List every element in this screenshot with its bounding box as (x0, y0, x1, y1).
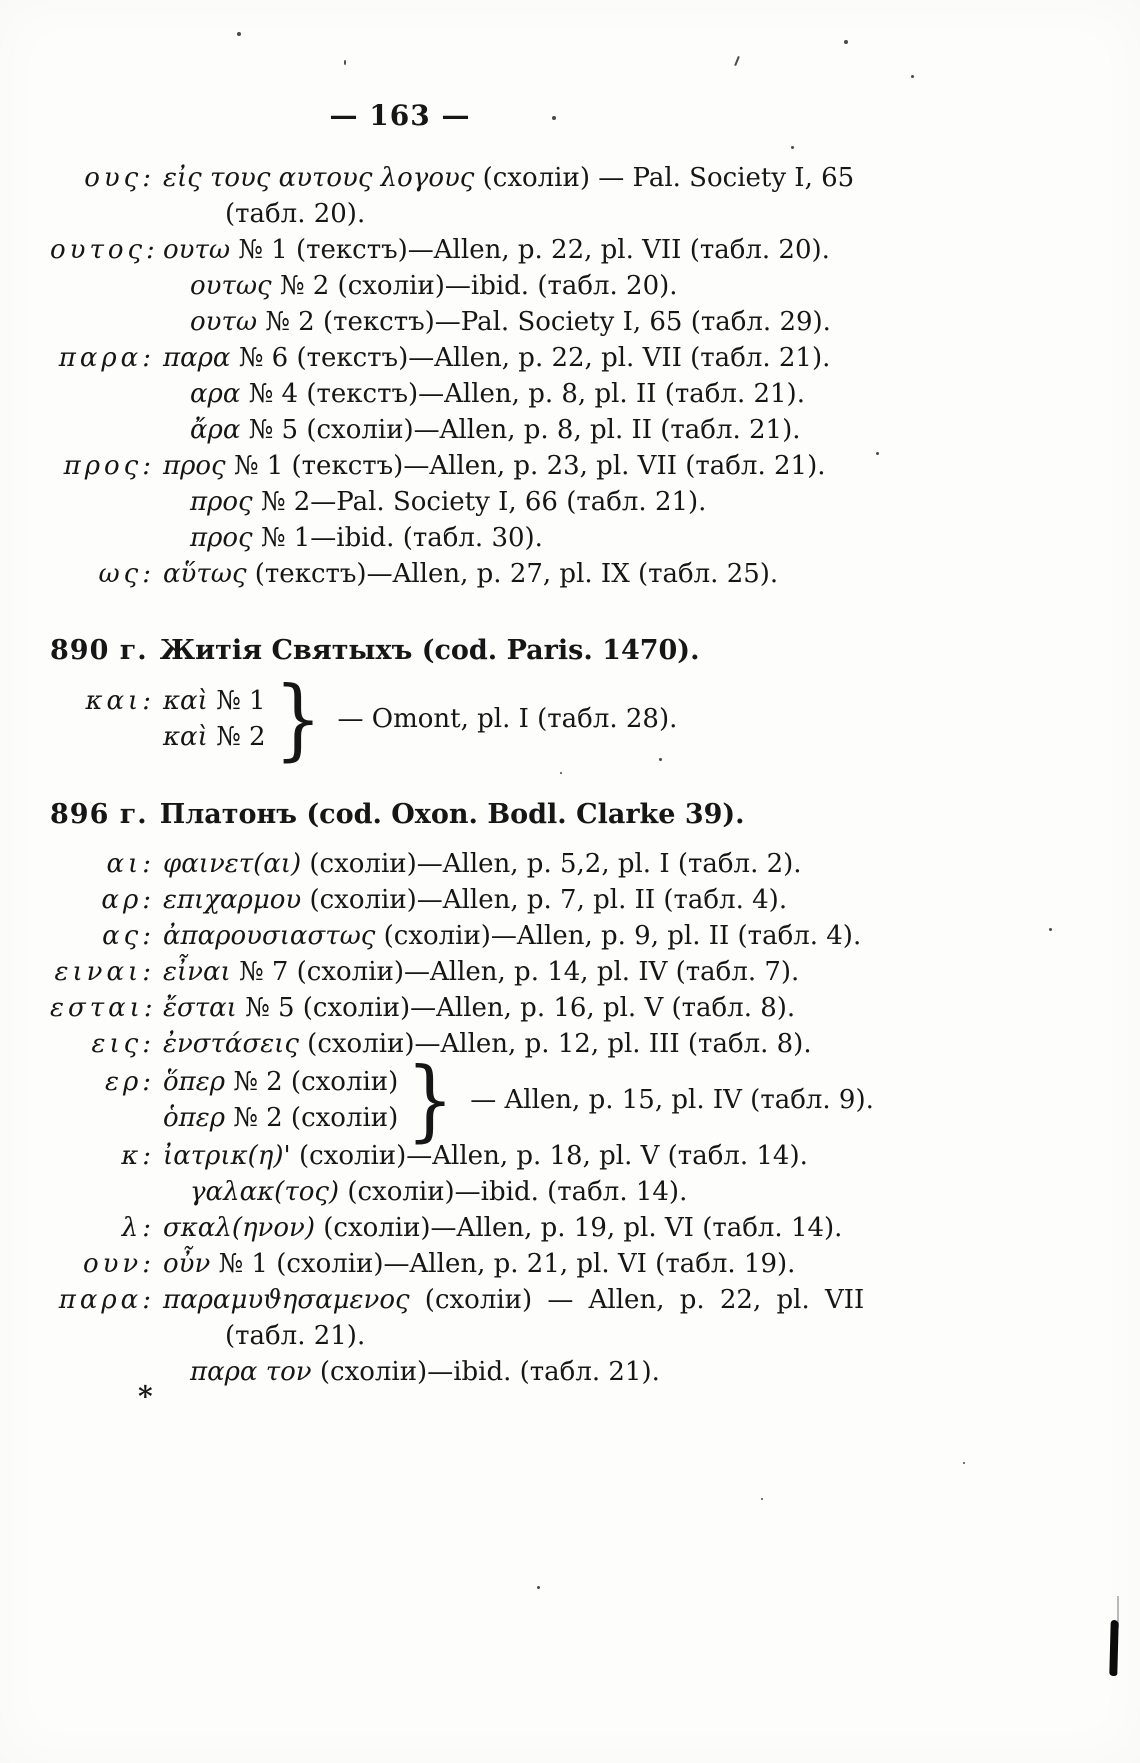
greek-term: εἶναι (163, 957, 231, 987)
entry-keyword: εσται: (50, 993, 157, 1023)
section-year: 896 г. (50, 799, 148, 830)
entry-row (50, 1100, 398, 1136)
entry-row (50, 196, 1140, 232)
reference-text: № 1 (207, 686, 266, 716)
scan-speck (344, 60, 346, 65)
scan-speck (876, 452, 879, 455)
entry-keyword: ας: (102, 921, 155, 951)
scan-speck (844, 40, 848, 44)
entry-row (50, 412, 1140, 448)
greek-term: ὁπερ (163, 1103, 225, 1133)
section-heading-896 (50, 797, 1140, 833)
greek-term: ουτως (190, 271, 272, 301)
section-title: Житія Святыхъ (cod. Paris. 1470). (159, 635, 700, 666)
scan-speck (659, 758, 662, 761)
ink-mark (1109, 1620, 1118, 1676)
reference-text: (схоліи)—ibid. (табл. 14). (339, 1177, 688, 1207)
greek-term: επιχαρμου (163, 885, 302, 915)
entry-keyword: προς: (63, 451, 155, 481)
reference-text: № 5 (схоліи)—Allen, p. 8, pl. II (табл. 21). (240, 415, 801, 445)
greek-term: ὅπερ (163, 1067, 225, 1097)
entry-row (50, 1210, 1140, 1246)
entry-row (50, 1282, 1140, 1318)
brace-group-oper (50, 1048, 1140, 1151)
greek-term: προς (190, 487, 253, 517)
entry-keyword: ερ: (105, 1067, 155, 1097)
entry-row (50, 1318, 1140, 1354)
reference-text: (схоліи) — Pal. Society I, 65 (474, 163, 855, 193)
entry-body (163, 340, 830, 376)
greek-term: ἀπαρουσιαστως (163, 921, 376, 951)
entry-row (50, 954, 1140, 990)
entry-row (50, 1026, 1140, 1062)
entry-keyword: ειναι: (54, 957, 155, 987)
entry-body (163, 196, 365, 232)
entry-row (50, 1246, 1140, 1282)
page-number: — 163 — (329, 99, 471, 132)
entry-row (50, 683, 266, 719)
entry-body (163, 484, 706, 520)
scan-speck (237, 32, 241, 36)
entry-keyword: και: (85, 686, 155, 716)
greek-term: ἄρα (190, 415, 241, 445)
entry-row (50, 304, 1140, 340)
entry-keyword: αι: (106, 849, 155, 879)
entry-keyword: ους: (84, 163, 155, 193)
scan-speck (963, 1462, 965, 1464)
entry-keyword: ουτος: (50, 235, 159, 265)
entry-keyword (50, 1318, 155, 1354)
scan-speck (560, 772, 562, 774)
entry-body (163, 719, 266, 755)
entry-row (50, 918, 1140, 954)
footnote-asterisk: * (138, 1380, 153, 1413)
entry-body (163, 160, 854, 196)
entry-body (163, 556, 778, 592)
entry-row (50, 1064, 398, 1100)
reference-text: № 4 (текстъ)—Allen, p. 8, pl. II (табл. 21). (240, 379, 805, 409)
greek-term: παρα τον (190, 1357, 312, 1387)
entry-row (50, 1138, 1140, 1174)
reference-text: № 1 (схоліи)—Allen, p. 21, pl. VI (табл. 19). (210, 1249, 796, 1279)
entry-body (163, 1318, 365, 1354)
brace-group-kai (50, 667, 1140, 770)
entry-keyword (50, 520, 155, 556)
entry-keyword (50, 719, 155, 755)
entry-body (163, 990, 795, 1026)
reference-text: (схоліи) — Allen, p. 22, pl. VII (409, 1285, 865, 1315)
section-heading-890 (50, 633, 1140, 669)
entry-body (163, 1100, 398, 1136)
scan-speck (537, 1586, 540, 1589)
greek-term: παραμυϑησαμενος (163, 1285, 410, 1315)
section-year: 890 г. (50, 635, 148, 666)
reference-text: № 2 (текстъ)—Pal. Society I, 65 (табл. 29). (257, 307, 831, 337)
greek-term: ουτω (190, 307, 258, 337)
entry-body (163, 448, 825, 484)
greek-term: καὶ (163, 722, 208, 752)
entry-keyword: κ: (121, 1141, 155, 1171)
reference-text: (схоліи)—Allen, p. 18, pl. V (табл. 14). (290, 1141, 808, 1171)
reference-text: № 2—Pal. Society I, 66 (табл. 21). (252, 487, 707, 517)
entry-keyword (50, 412, 155, 448)
reference-text: (схоліи)—Allen, p. 9, pl. II (табл. 4). (375, 921, 862, 951)
reference-text: № 2 (схоліи)—ibid. (табл. 20). (271, 271, 678, 301)
reference-text: № 1—ibid. (табл. 30). (252, 523, 543, 553)
reference-text: (схоліи)—Allen, p. 5,2, pl. I (табл. 2). (301, 849, 802, 879)
brace-group-result: — Allen, p. 15, pl. IV (табл. 9). (470, 1085, 874, 1115)
entry-keyword (50, 1100, 155, 1136)
entry-row (50, 376, 1140, 412)
scan-speck (552, 116, 556, 120)
entry-body (163, 1026, 812, 1062)
greek-term: καὶ (163, 686, 208, 716)
brace-group-lines (50, 1064, 398, 1136)
entry-keyword: λ: (121, 1213, 155, 1243)
entry-keyword (50, 1174, 155, 1210)
entry-row (50, 160, 1140, 196)
entry-row (50, 882, 1140, 918)
reference-text: № 1 (текстъ)—Allen, p. 23, pl. VII (табл. 21). (225, 451, 826, 481)
greek-term: προς (163, 451, 226, 481)
entry-body (163, 1282, 864, 1318)
reference-text: (схоліи)—Allen, p. 12, pl. III (табл. 8). (298, 1029, 812, 1059)
entry-keyword: ουν: (82, 1249, 155, 1279)
entry-body (163, 1064, 398, 1100)
scan-speck (1049, 928, 1052, 931)
reference-text: № 2 (207, 722, 266, 752)
greek-term: σκαλ(ηνον) (163, 1213, 315, 1243)
entry-row (50, 556, 1140, 592)
entry-row (50, 990, 1140, 1026)
entry-body (163, 846, 802, 882)
entries-block (50, 1138, 1140, 1390)
entry-body (163, 1354, 660, 1390)
entries-block (50, 846, 1140, 1062)
entry-body (163, 232, 830, 268)
entry-row (50, 846, 1140, 882)
entry-body (163, 376, 805, 412)
entry-row (50, 448, 1140, 484)
entry-keyword: ως: (98, 559, 155, 589)
entry-body (163, 683, 266, 719)
entry-keyword: αρ: (101, 885, 155, 915)
greek-term: οὖν (163, 1249, 211, 1279)
reference-text: № 6 (текстъ)—Allen, p. 22, pl. VII (табл. 21). (230, 343, 831, 373)
entry-body (163, 1174, 687, 1210)
reference-text: № 2 (схоліи) (224, 1103, 399, 1133)
entry-body (163, 954, 799, 990)
greek-term: παρα (163, 343, 231, 373)
reference-text: (текстъ)—Allen, p. 27, pl. IX (табл. 25). (246, 559, 779, 589)
reference-text: (табл. 20). (225, 199, 366, 229)
reference-text: № 2 (схоліи) (224, 1067, 399, 1097)
section-title: Платонъ (cod. Oxon. Bodl. Clarke 39). (159, 799, 745, 830)
scan-speck (761, 1498, 763, 1500)
brace-group-result: — Omont, pl. I (табл. 28). (337, 704, 678, 734)
greek-term: αρα (190, 379, 241, 409)
entry-row (50, 719, 266, 755)
entry-keyword (50, 484, 155, 520)
entry-keyword (50, 196, 155, 232)
entry-body (163, 918, 861, 954)
entry-row (50, 232, 1140, 268)
reference-text: (схоліи)—Allen, p. 19, pl. VI (табл. 14). (314, 1213, 843, 1243)
brace-group-lines (50, 683, 266, 755)
greek-term: γαλακ(τος) (190, 1177, 340, 1207)
reference-text: (схоліи)—ibid. (табл. 21). (311, 1357, 660, 1387)
entry-body (163, 268, 678, 304)
greek-term: ἔσται (163, 993, 237, 1023)
entry-row (50, 520, 1140, 556)
right-brace-glyph: } (273, 667, 322, 770)
scan-speck (791, 146, 794, 149)
entry-row (50, 484, 1140, 520)
greek-term: ουτω (163, 235, 231, 265)
entry-body (163, 412, 801, 448)
entry-body (163, 1138, 808, 1174)
entry-keyword (50, 268, 155, 304)
entry-body (163, 520, 543, 556)
greek-term: φαινετ(αι) (163, 849, 302, 879)
entry-keyword: εις: (91, 1029, 155, 1059)
entry-row (50, 340, 1140, 376)
reference-text: № 1 (текстъ)—Allen, p. 22, pl. VII (табл. 20). (230, 235, 830, 265)
entry-row (50, 268, 1140, 304)
greek-term: ἰατρικ(η)' (163, 1141, 291, 1171)
entry-keyword (50, 304, 155, 340)
reference-text: № 5 (схоліи)—Allen, p. 16, pl. V (табл. 8). (236, 993, 796, 1023)
entry-body (163, 1210, 842, 1246)
entry-keyword: παρα: (58, 1285, 155, 1315)
right-brace-glyph: } (406, 1048, 455, 1151)
entry-body (163, 1246, 795, 1282)
reference-text: (схоліи)—Allen, p. 7, pl. II (табл. 4). (301, 885, 788, 915)
entry-keyword: παρα: (58, 343, 155, 373)
entry-keyword (50, 376, 155, 412)
entry-body (163, 882, 787, 918)
reference-text: (табл. 21). (225, 1321, 366, 1351)
greek-term: ἐνστάσεις (163, 1029, 299, 1059)
entry-row (50, 1174, 1140, 1210)
entry-body (163, 304, 831, 340)
reference-text: № 7 (схоліи)—Allen, p. 14, pl. IV (табл. 7). (230, 957, 800, 987)
greek-term: αὕτως (163, 559, 247, 589)
greek-term: εἰς τους αυτους λογους (163, 163, 475, 193)
scan-speck (911, 75, 914, 78)
greek-term: προς (190, 523, 253, 553)
